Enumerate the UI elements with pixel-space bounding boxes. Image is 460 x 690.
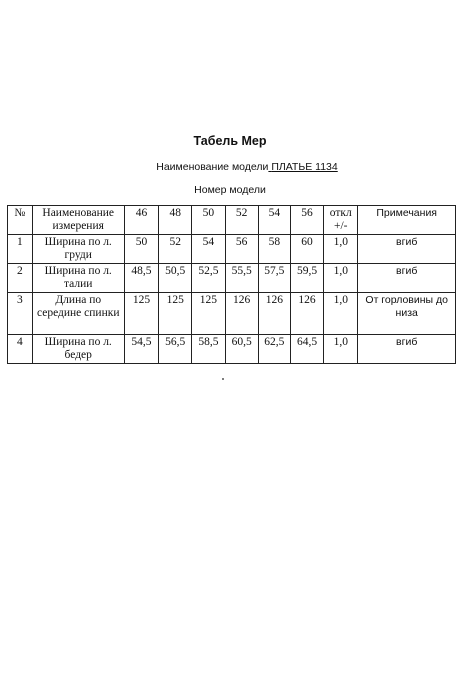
size-value: 50,5	[159, 264, 192, 293]
size-value: 57,5	[258, 264, 290, 293]
measurement-name: Ширина по л. талии	[32, 264, 124, 293]
row-number: 2	[8, 264, 33, 293]
note-value: вгиб	[358, 235, 456, 264]
size-value: 125	[192, 293, 225, 335]
table-row	[8, 235, 456, 264]
size-value: 59,5	[290, 264, 323, 293]
header-notes: Примечания	[358, 206, 456, 235]
header-size-54: 54	[258, 206, 290, 235]
model-name-label: Наименование модели	[156, 161, 269, 173]
row-number: 3	[8, 293, 33, 335]
note-value: От горловины до низа	[358, 293, 456, 335]
size-value: 64,5	[290, 335, 323, 364]
document-title: Табель Мер	[193, 134, 267, 148]
size-value: 52	[159, 235, 192, 264]
size-value: 60,5	[225, 335, 258, 364]
row-number: 1	[8, 235, 33, 264]
size-value: 58,5	[192, 335, 225, 364]
size-value: 48,5	[124, 264, 158, 293]
stray-dot-mark	[222, 378, 224, 380]
tolerance-value: 1,0	[324, 235, 358, 264]
header-tolerance: откл +/-	[324, 206, 358, 235]
table-row	[8, 293, 456, 335]
tolerance-value: 1,0	[324, 335, 358, 364]
note-value: вгиб	[358, 335, 456, 364]
row-number: 4	[8, 335, 33, 364]
measurement-name: Ширина по л. груди	[32, 235, 124, 264]
model-name-value: ПЛАТЬЕ 1134	[271, 161, 338, 173]
table-row	[8, 335, 456, 364]
size-value: 125	[124, 293, 158, 335]
size-value: 52,5	[192, 264, 225, 293]
size-value: 60	[290, 235, 323, 264]
measurements-table	[7, 205, 456, 364]
size-value: 62,5	[258, 335, 290, 364]
tolerance-value: 1,0	[324, 264, 358, 293]
table-row	[8, 264, 456, 293]
size-value: 126	[258, 293, 290, 335]
size-value: 126	[225, 293, 258, 335]
size-value: 58	[258, 235, 290, 264]
measurement-name: Ширина по л. бедер	[32, 335, 124, 364]
size-value: 54,5	[124, 335, 158, 364]
size-value: 125	[159, 293, 192, 335]
size-value: 56,5	[159, 335, 192, 364]
model-name-line	[0, 161, 460, 173]
header-number: №	[8, 206, 33, 235]
tolerance-value: 1,0	[324, 293, 358, 335]
header-size-52: 52	[225, 206, 258, 235]
size-value: 126	[290, 293, 323, 335]
table-header-row	[8, 206, 456, 235]
size-value: 55,5	[225, 264, 258, 293]
model-number-label: Номер модели	[194, 184, 266, 196]
header-size-46: 46	[124, 206, 158, 235]
size-value: 54	[192, 235, 225, 264]
size-value: 50	[124, 235, 158, 264]
measurement-name: Длина по середине спинки	[32, 293, 124, 335]
header-measurement-name: Наименование измерения	[32, 206, 124, 235]
header-size-48: 48	[159, 206, 192, 235]
header-size-56: 56	[290, 206, 323, 235]
note-value: вгиб	[358, 264, 456, 293]
header-size-50: 50	[192, 206, 225, 235]
size-value: 56	[225, 235, 258, 264]
